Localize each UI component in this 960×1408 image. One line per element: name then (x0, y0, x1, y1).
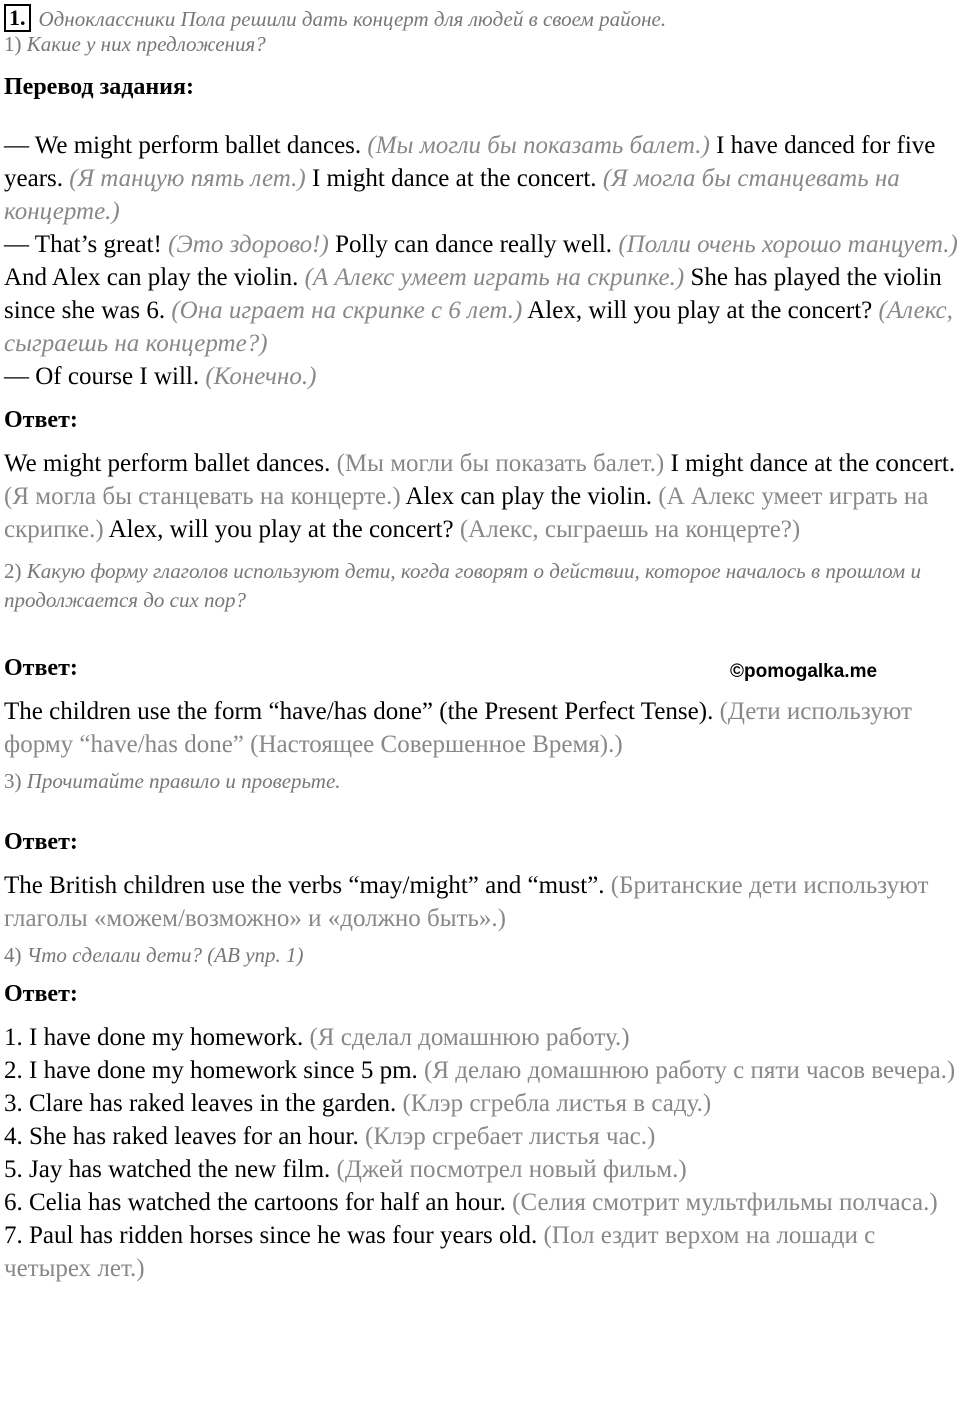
english-text: Alex, will you play at the concert? (103, 516, 460, 543)
english-text: She has played the violin since she was 6. (4, 264, 942, 324)
question-3 (4, 767, 958, 796)
question-text: Что сделали дети? (AB упр. 1) (26, 943, 304, 967)
english-text: 1. I have done my homework. (4, 1024, 310, 1051)
translation-text: (Пол ездит верхом на лошади с четырех лет.) (4, 1222, 876, 1282)
translation-text: (Я делаю домашнюю работу с пяти часов вечера.) (424, 1057, 956, 1084)
translation-text: (Дети используют форму “have/has done” (Настоящее Совершенное Время).) (4, 698, 912, 758)
watermark: ©pomogalka.me (730, 661, 878, 682)
translation-text: (Я сделал домашнюю работу.) (309, 1024, 630, 1051)
exercise-page (4, 4, 958, 1285)
translation-text: (Я могла бы станцевать на концерте.) (4, 165, 900, 225)
translation-text: (Конечно.) (205, 363, 317, 390)
english-text: We might perform ballet dances. (4, 450, 337, 477)
question-number: 3) (4, 769, 22, 793)
english-text: I might dance at the concert. (664, 450, 956, 477)
dialogue-translation (4, 129, 958, 393)
translation-text: (А Алекс умеет играть на скрипке.) (304, 264, 685, 291)
english-text: Alex can play the violin. (400, 483, 659, 510)
question-1 (4, 30, 958, 59)
question-text: Какие у них предложения? (26, 32, 266, 56)
translation-text: (Селия смотрит мультфильмы полчаса.) (512, 1189, 938, 1216)
english-text: Polly can dance really well. (328, 231, 619, 258)
translation-text: (Мы могли бы показать балет.) (336, 450, 665, 477)
english-text: The children use the form “have/has done” (the Present Perfect Tense). (4, 698, 720, 725)
task-title: Одноклассники Пола решили дать концерт для людей в своем районе. (38, 7, 667, 31)
translation-heading: Перевод задания: (4, 74, 194, 100)
translation-text: (Она играет на скрипке с 6 лет.) (171, 297, 523, 324)
task-number: 1. (4, 4, 31, 32)
answer-label: Ответ: (4, 829, 78, 855)
question-number: 4) (4, 943, 22, 967)
answer-1 (4, 447, 958, 546)
english-text: And Alex can play the violin. (4, 264, 305, 291)
english-text: 6. Celia has watched the cartoons for half an hour. (4, 1189, 513, 1216)
question-text: Прочитайте правило и проверьте. (26, 769, 341, 793)
answer-4 (4, 1021, 958, 1285)
translation-text: (Британские дети используют глаголы «можем/возможно» и «должно быть».) (4, 872, 929, 932)
question-2 (4, 557, 958, 615)
english-text: 7. Paul has ridden horses since he was four years old. (4, 1222, 544, 1249)
question-number: 1) (4, 32, 22, 56)
translation-text: (Алекс, сыграешь на концерте?) (459, 516, 801, 543)
english-text: — We might perform ballet dances. (4, 132, 368, 159)
english-text: I have danced for five years. (4, 132, 936, 192)
question-4 (4, 941, 958, 970)
translation-text: (Клэр сгребла листья в саду.) (402, 1090, 712, 1117)
question-number: 2) (4, 559, 22, 583)
answer-label: Ответ: (4, 981, 78, 1007)
answer-label: Ответ: (4, 407, 78, 433)
translation-text: (Мы могли бы показать балет.) (367, 132, 710, 159)
english-text: — Of course I will. (4, 363, 206, 390)
translation-text: (Я танцую пять лет.) (69, 165, 306, 192)
translation-text: (Клэр сгребает листья час.) (365, 1123, 656, 1150)
english-text: 5. Jay has watched the new film. (4, 1156, 337, 1183)
answer-2 (4, 695, 958, 761)
english-text: 4. She has raked leaves for an hour. (4, 1123, 365, 1150)
translation-text: (Джей посмотрел новый фильм.) (336, 1156, 687, 1183)
english-text: — That’s great! (4, 231, 169, 258)
english-text: 2. I have done my homework since 5 pm. (4, 1057, 425, 1084)
translation-text: (А Алекс умеет играть на скрипке.) (4, 483, 929, 543)
english-text: The British children use the verbs “may/might” and “must”. (4, 872, 611, 899)
translation-text: (Это здорово!) (168, 231, 329, 258)
answer-label: Ответ: (4, 655, 78, 681)
english-text: Alex, will you play at the concert? (522, 297, 879, 324)
answer-3 (4, 869, 958, 935)
translation-text: (Я могла бы станцевать на концерте.) (4, 483, 401, 510)
english-text: 3. Clare has raked leaves in the garden. (4, 1090, 403, 1117)
translation-text: (Алекс, сыграешь на концерте?) (4, 297, 953, 357)
english-text: I might dance at the concert. (305, 165, 603, 192)
translation-text: (Полли очень хорошо танцует.) (618, 231, 958, 258)
question-text: Какую форму глаголов используют дети, когда говорят о действии, которое началось в прошлом и продолжается до сих пор? (4, 559, 921, 612)
